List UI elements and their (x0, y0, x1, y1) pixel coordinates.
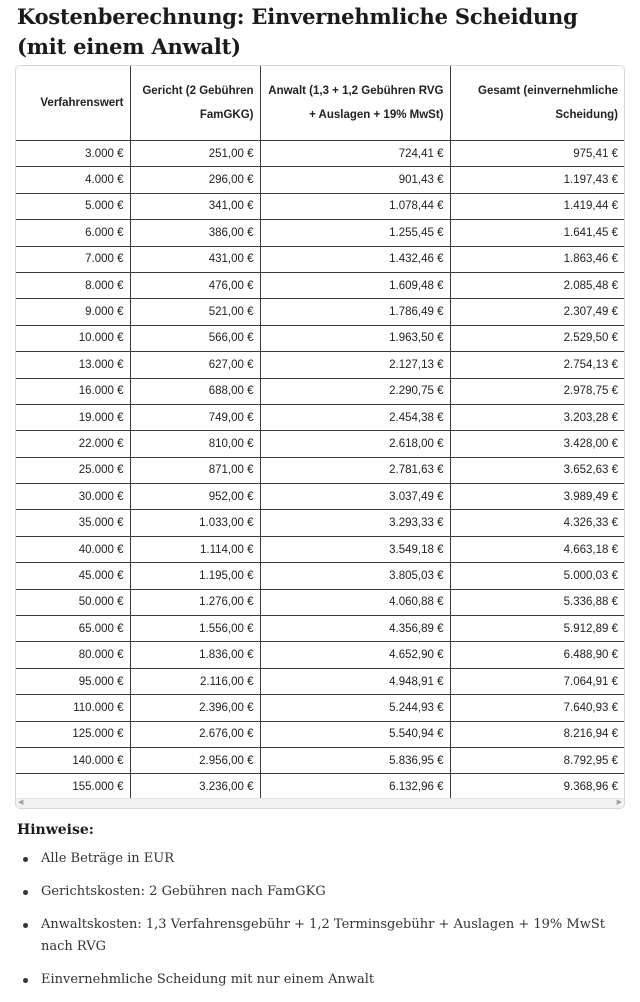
table-row (16, 378, 624, 404)
cell-gesamt: 8.216,94 € (450, 721, 624, 747)
cell-anwalt: 2.618,00 € (260, 431, 450, 457)
cell-anwalt: 1.432,46 € (260, 246, 450, 272)
cell-gesamt: 1.641,45 € (450, 220, 624, 246)
cell-anwalt: 3.805,03 € (260, 563, 450, 589)
notes-list (17, 848, 617, 1002)
cell-gesamt: 1.197,43 € (450, 167, 624, 193)
table-row (16, 774, 624, 800)
cell-verfahrenswert: 6.000 € (16, 220, 130, 246)
cell-gericht: 566,00 € (130, 325, 260, 351)
table-row (16, 325, 624, 351)
header-anwalt: Anwalt (1,3 + 1,2 Gebühren RVG + Auslagen + 19% MwSt) (260, 66, 450, 141)
cell-anwalt: 4.356,89 € (260, 616, 450, 642)
table-row (16, 695, 624, 721)
cell-gericht: 627,00 € (130, 352, 260, 378)
cell-anwalt: 4.060,88 € (260, 589, 450, 615)
cell-verfahrenswert: 4.000 € (16, 167, 130, 193)
cell-gesamt: 975,41 € (450, 141, 624, 167)
table-row (16, 457, 624, 483)
list-item (17, 969, 617, 991)
cell-gesamt: 7.640,93 € (450, 695, 624, 721)
scroll-right-icon[interactable]: ▶ (616, 799, 622, 806)
cell-gericht: 1.033,00 € (130, 510, 260, 536)
cell-gesamt: 4.663,18 € (450, 536, 624, 562)
cell-verfahrenswert: 9.000 € (16, 299, 130, 325)
table-row (16, 536, 624, 562)
cell-gesamt: 2.978,75 € (450, 378, 624, 404)
cost-table-container[interactable] (15, 65, 625, 809)
cell-anwalt: 3.037,49 € (260, 484, 450, 510)
cell-anwalt: 1.963,50 € (260, 325, 450, 351)
cell-gesamt: 8.792,95 € (450, 747, 624, 773)
cell-verfahrenswert: 80.000 € (16, 642, 130, 668)
table-row (16, 246, 624, 272)
cell-anwalt: 5.244,93 € (260, 695, 450, 721)
table-row (16, 299, 624, 325)
cell-anwalt: 1.609,48 € (260, 272, 450, 298)
cell-anwalt: 5.836,95 € (260, 747, 450, 773)
table-header (16, 66, 624, 141)
cell-verfahrenswert: 3.000 € (16, 141, 130, 167)
cell-anwalt: 724,41 € (260, 141, 450, 167)
cell-gericht: 1.836,00 € (130, 642, 260, 668)
cell-anwalt: 1.786,49 € (260, 299, 450, 325)
cell-verfahrenswert: 45.000 € (16, 563, 130, 589)
cell-gesamt: 6.488,90 € (450, 642, 624, 668)
cell-verfahrenswert: 13.000 € (16, 352, 130, 378)
cell-gesamt: 1.419,44 € (450, 193, 624, 219)
note-text: Einvernehmliche Scheidung mit nur einem Anwalt (41, 972, 375, 987)
table-row (16, 167, 624, 193)
cell-gericht: 341,00 € (130, 193, 260, 219)
table-row (16, 563, 624, 589)
cell-gericht: 2.956,00 € (130, 747, 260, 773)
cell-gesamt: 2.085,48 € (450, 272, 624, 298)
cell-anwalt: 6.132,96 € (260, 774, 450, 800)
table-body (16, 141, 624, 800)
cell-gericht: 251,00 € (130, 141, 260, 167)
cell-anwalt: 3.293,33 € (260, 510, 450, 536)
header-verfahrenswert: Verfahrenswert (16, 66, 130, 141)
cell-anwalt: 901,43 € (260, 167, 450, 193)
cell-gesamt: 7.064,91 € (450, 668, 624, 694)
cell-verfahrenswert: 7.000 € (16, 246, 130, 272)
cell-anwalt: 2.781,63 € (260, 457, 450, 483)
cell-gericht: 2.116,00 € (130, 668, 260, 694)
cell-anwalt: 4.652,90 € (260, 642, 450, 668)
cell-gesamt: 3.989,49 € (450, 484, 624, 510)
table-row (16, 141, 624, 167)
cell-gesamt: 3.428,00 € (450, 431, 624, 457)
cell-anwalt: 1.255,45 € (260, 220, 450, 246)
cell-gericht: 386,00 € (130, 220, 260, 246)
cell-gericht: 1.195,00 € (130, 563, 260, 589)
cell-verfahrenswert: 5.000 € (16, 193, 130, 219)
cell-gericht: 749,00 € (130, 404, 260, 430)
cell-gericht: 871,00 € (130, 457, 260, 483)
table-row (16, 668, 624, 694)
cell-gericht: 952,00 € (130, 484, 260, 510)
cell-gericht: 296,00 € (130, 167, 260, 193)
cell-anwalt: 5.540,94 € (260, 721, 450, 747)
cell-anwalt: 2.127,13 € (260, 352, 450, 378)
cell-verfahrenswert: 125.000 € (16, 721, 130, 747)
cell-verfahrenswert: 140.000 € (16, 747, 130, 773)
cell-gesamt: 1.863,46 € (450, 246, 624, 272)
cell-gericht: 1.114,00 € (130, 536, 260, 562)
page-title: Kostenberechnung: Einvernehmliche Scheidung (mit einem Anwalt) (17, 4, 578, 59)
cell-gericht: 2.396,00 € (130, 695, 260, 721)
list-item (17, 914, 617, 958)
cell-verfahrenswert: 110.000 € (16, 695, 130, 721)
cell-verfahrenswert: 50.000 € (16, 589, 130, 615)
notes-heading: Hinweise: (17, 822, 94, 838)
cell-verfahrenswert: 30.000 € (16, 484, 130, 510)
table-row (16, 589, 624, 615)
cell-gericht: 2.676,00 € (130, 721, 260, 747)
cell-gesamt: 5.000,03 € (450, 563, 624, 589)
list-item (17, 848, 617, 870)
cell-verfahrenswert: 155.000 € (16, 774, 130, 800)
cell-gesamt: 2.529,50 € (450, 325, 624, 351)
table-row (16, 642, 624, 668)
cell-anwalt: 1.078,44 € (260, 193, 450, 219)
table-row (16, 431, 624, 457)
cell-gesamt: 5.912,89 € (450, 616, 624, 642)
bullet-icon (23, 890, 28, 895)
cell-verfahrenswert: 35.000 € (16, 510, 130, 536)
header-gericht: Gericht (2 Gebühren FamGKG) (130, 66, 260, 141)
cell-verfahrenswert: 40.000 € (16, 536, 130, 562)
cell-gesamt: 4.326,33 € (450, 510, 624, 536)
cell-verfahrenswert: 25.000 € (16, 457, 130, 483)
table-row (16, 484, 624, 510)
cell-verfahrenswert: 8.000 € (16, 272, 130, 298)
cost-table (16, 66, 624, 800)
header-gesamt: Gesamt (einvernehmliche Scheidung) (450, 66, 624, 141)
cell-gesamt: 5.336,88 € (450, 589, 624, 615)
cell-gericht: 1.556,00 € (130, 616, 260, 642)
cell-anwalt: 4.948,91 € (260, 668, 450, 694)
table-row (16, 721, 624, 747)
note-text: Alle Beträge in EUR (41, 851, 175, 866)
cell-gesamt: 3.203,28 € (450, 404, 624, 430)
table-row (16, 220, 624, 246)
cell-gesamt: 2.307,49 € (450, 299, 624, 325)
table-row (16, 510, 624, 536)
cell-anwalt: 3.549,18 € (260, 536, 450, 562)
cell-gesamt: 3.652,63 € (450, 457, 624, 483)
cell-gericht: 476,00 € (130, 272, 260, 298)
cell-verfahrenswert: 10.000 € (16, 325, 130, 351)
note-text: Gerichtskosten: 2 Gebühren nach FamGKG (41, 884, 326, 899)
bullet-icon (23, 923, 28, 928)
scroll-left-icon[interactable]: ◀ (18, 799, 24, 806)
cell-gericht: 688,00 € (130, 378, 260, 404)
horizontal-scrollbar[interactable] (16, 798, 624, 808)
cell-anwalt: 2.454,38 € (260, 404, 450, 430)
cell-gericht: 3.236,00 € (130, 774, 260, 800)
cell-gericht: 431,00 € (130, 246, 260, 272)
cell-anwalt: 2.290,75 € (260, 378, 450, 404)
table-row (16, 404, 624, 430)
bullet-icon (23, 978, 28, 983)
table-row (16, 272, 624, 298)
cell-verfahrenswert: 16.000 € (16, 378, 130, 404)
cell-verfahrenswert: 19.000 € (16, 404, 130, 430)
list-item (17, 881, 617, 903)
table-row (16, 747, 624, 773)
bullet-icon (23, 857, 28, 862)
cell-gericht: 810,00 € (130, 431, 260, 457)
note-text: Anwaltskosten: 1,3 Verfahrensgebühr + 1,2 Terminsgebühr + Auslagen + 19% MwSt nach RVG (41, 917, 605, 954)
cell-verfahrenswert: 95.000 € (16, 668, 130, 694)
table-row (16, 193, 624, 219)
cell-verfahrenswert: 22.000 € (16, 431, 130, 457)
cell-gericht: 521,00 € (130, 299, 260, 325)
table-row (16, 616, 624, 642)
cell-verfahrenswert: 65.000 € (16, 616, 130, 642)
table-row (16, 352, 624, 378)
cell-gesamt: 2.754,13 € (450, 352, 624, 378)
cell-gericht: 1.276,00 € (130, 589, 260, 615)
cell-gesamt: 9.368,96 € (563, 781, 618, 794)
